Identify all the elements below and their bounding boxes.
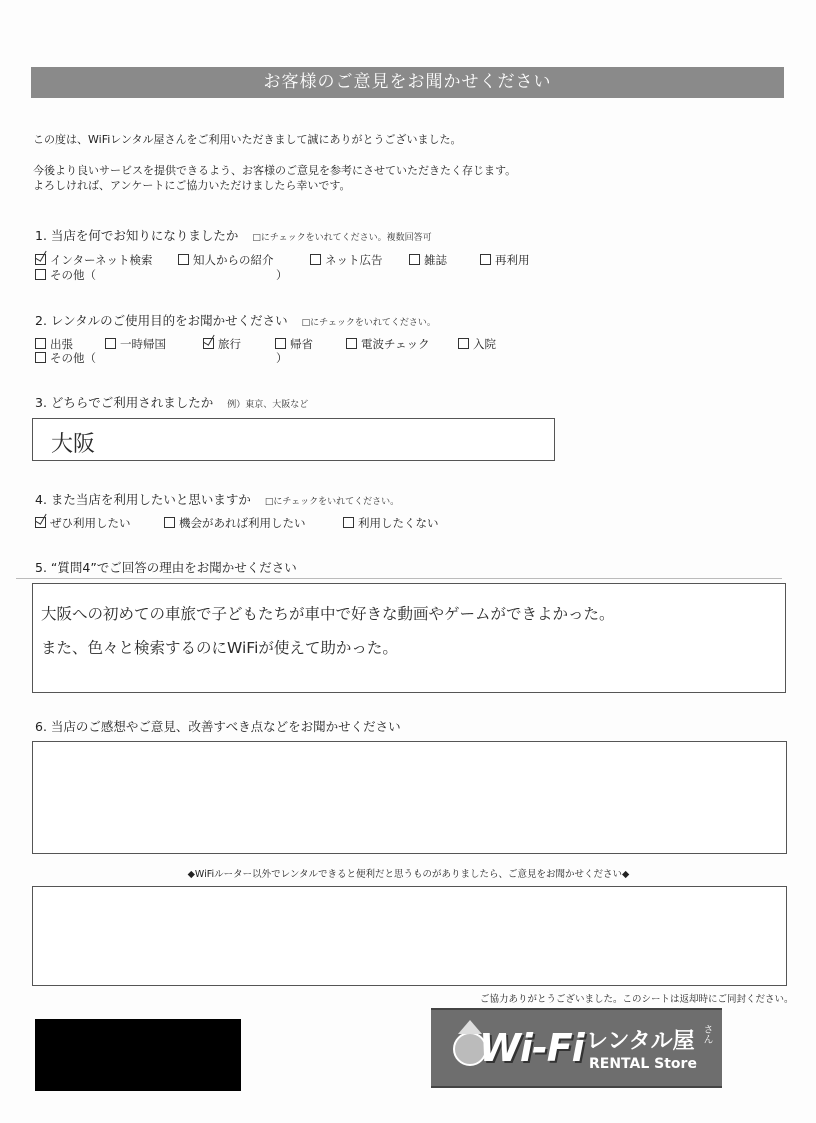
q2-title-text: 2. レンタルのご使用目的をお聞かせください <box>35 313 288 328</box>
q1-title <box>35 226 432 244</box>
checkbox[interactable] <box>178 254 189 265</box>
checkbox[interactable] <box>409 254 420 265</box>
intro-line-1: この度は、WiFiレンタル屋さんをご利用いただきまして誠にありがとうございました。 <box>33 133 462 146</box>
q5-title: 5. “質問4”でご回答の理由をお聞かせください <box>35 560 297 575</box>
paper-crease <box>16 578 782 579</box>
store-logo <box>431 1008 722 1088</box>
q2-option-4-label: 電波チェック <box>361 337 430 351</box>
q7-title: ◆WiFiルーター以外でレンタルできると便利だと思うものがありましたら、ご意見をお聞かせください◆ <box>187 869 630 880</box>
q1-option-2[interactable] <box>310 252 383 268</box>
thanks-note: ご協力ありがとうございました。このシートは返却時にご同封ください。 <box>480 994 794 1005</box>
q1-option-0[interactable] <box>35 252 152 268</box>
q4-option-1-label: 機会があれば利用したい <box>179 516 306 530</box>
logo-san-text: さん <box>701 1024 712 1044</box>
q6-answer-box[interactable] <box>32 741 787 854</box>
intro-line-3: よろしければ、アンケートにご協力いただけましたら幸いです。 <box>33 179 351 192</box>
q4-title <box>35 490 399 508</box>
q3-answer-text: 大阪 <box>51 432 96 457</box>
checkbox[interactable] <box>35 352 46 363</box>
q1-other-close: ） <box>276 268 288 282</box>
q4-option-0[interactable] <box>35 515 131 531</box>
checkbox[interactable] <box>480 254 491 265</box>
q2-other-close: ） <box>276 351 288 365</box>
q1-option-other[interactable] <box>35 267 96 283</box>
checkbox[interactable] <box>275 338 286 349</box>
q4-option-2[interactable] <box>343 515 439 531</box>
q1-option-3[interactable] <box>409 252 447 268</box>
checkbox[interactable] <box>105 338 116 349</box>
q2-option-2[interactable] <box>203 336 241 352</box>
q1-option-4[interactable] <box>480 252 530 268</box>
q1-option-4-label: 再利用 <box>495 253 530 267</box>
q1-option-1[interactable] <box>178 252 274 268</box>
q2-option-other[interactable] <box>35 350 96 366</box>
q2-option-0-label: 出張 <box>50 337 73 351</box>
q3-note: 例）東京、大阪など <box>227 400 309 410</box>
q1-option-3-label: 雑誌 <box>424 253 447 267</box>
q4-title-text: 4. また当店を利用したいと思いますか <box>35 492 251 507</box>
q2-option-1-label: 一時帰国 <box>120 337 166 351</box>
q1-option-2-label: ネット広告 <box>325 253 383 267</box>
q2-option-4[interactable] <box>346 336 430 352</box>
logo-en-text: RENTAL Store <box>589 1056 697 1072</box>
q4-option-2-label: 利用したくない <box>358 516 439 530</box>
q4-option-0-label: ぜひ利用したい <box>50 516 131 530</box>
q3-title <box>35 393 308 411</box>
redacted-block <box>35 1019 241 1091</box>
page-title: お客様のご意見をお聞かせください <box>31 67 784 98</box>
q4-note: □にチェックをいれてください。 <box>264 497 400 507</box>
q2-option-1[interactable] <box>105 336 166 352</box>
q7-answer-box[interactable] <box>32 886 787 986</box>
checkbox[interactable] <box>35 338 46 349</box>
q2-note: □にチェックをいれてください。 <box>301 318 436 328</box>
q1-note: □にチェックをいれてください。複数回答可 <box>252 233 432 243</box>
checkbox-checked[interactable] <box>35 517 46 528</box>
q2-option-3-label: 帰省 <box>290 337 313 351</box>
q1-option-1-label: 知人からの紹介 <box>193 253 274 267</box>
q5-answer-line-2: また、色々と検索するのにWiFiが使えて助かった。 <box>41 639 398 657</box>
q2-other-label: その他（ <box>50 351 96 365</box>
checkbox[interactable] <box>458 338 469 349</box>
q5-answer-line-1: 大阪への初めての車旅で子どもたちが車中で好きな動画やゲームができよかった。 <box>41 605 615 623</box>
q6-title: 6. 当店のご感想やご意見、改善すべき点などをお聞かせください <box>35 719 401 734</box>
checkbox[interactable] <box>164 517 175 528</box>
checkbox[interactable] <box>346 338 357 349</box>
q1-other-label: その他（ <box>50 268 96 282</box>
checkbox[interactable] <box>343 517 354 528</box>
q3-title-text: 3. どちらでご利用されましたか <box>35 395 214 410</box>
logo-jp-text: レンタル屋 <box>586 1029 695 1054</box>
q3-answer-box[interactable] <box>32 418 555 461</box>
q2-title <box>35 311 436 329</box>
checkbox[interactable] <box>310 254 321 265</box>
q4-option-1[interactable] <box>164 515 306 531</box>
checkbox-checked[interactable] <box>203 338 214 349</box>
logo-main-text: Wi-Fi <box>479 1026 584 1070</box>
checkbox-checked[interactable] <box>35 254 46 265</box>
q1-title-text: 1. 当店を何でお知りになりましたか <box>35 228 239 243</box>
intro-line-2: 今後より良いサービスを提供できるよう、お客様のご意見を参考にさせていただきたく存じます。 <box>33 164 517 177</box>
q1-option-0-label: インターネット検索 <box>50 253 153 267</box>
q2-option-5-label: 入院 <box>473 337 496 351</box>
q2-option-5[interactable] <box>458 336 496 352</box>
q2-option-2-label: 旅行 <box>218 337 241 351</box>
checkbox[interactable] <box>35 269 46 280</box>
q5-answer-box[interactable] <box>32 583 786 693</box>
